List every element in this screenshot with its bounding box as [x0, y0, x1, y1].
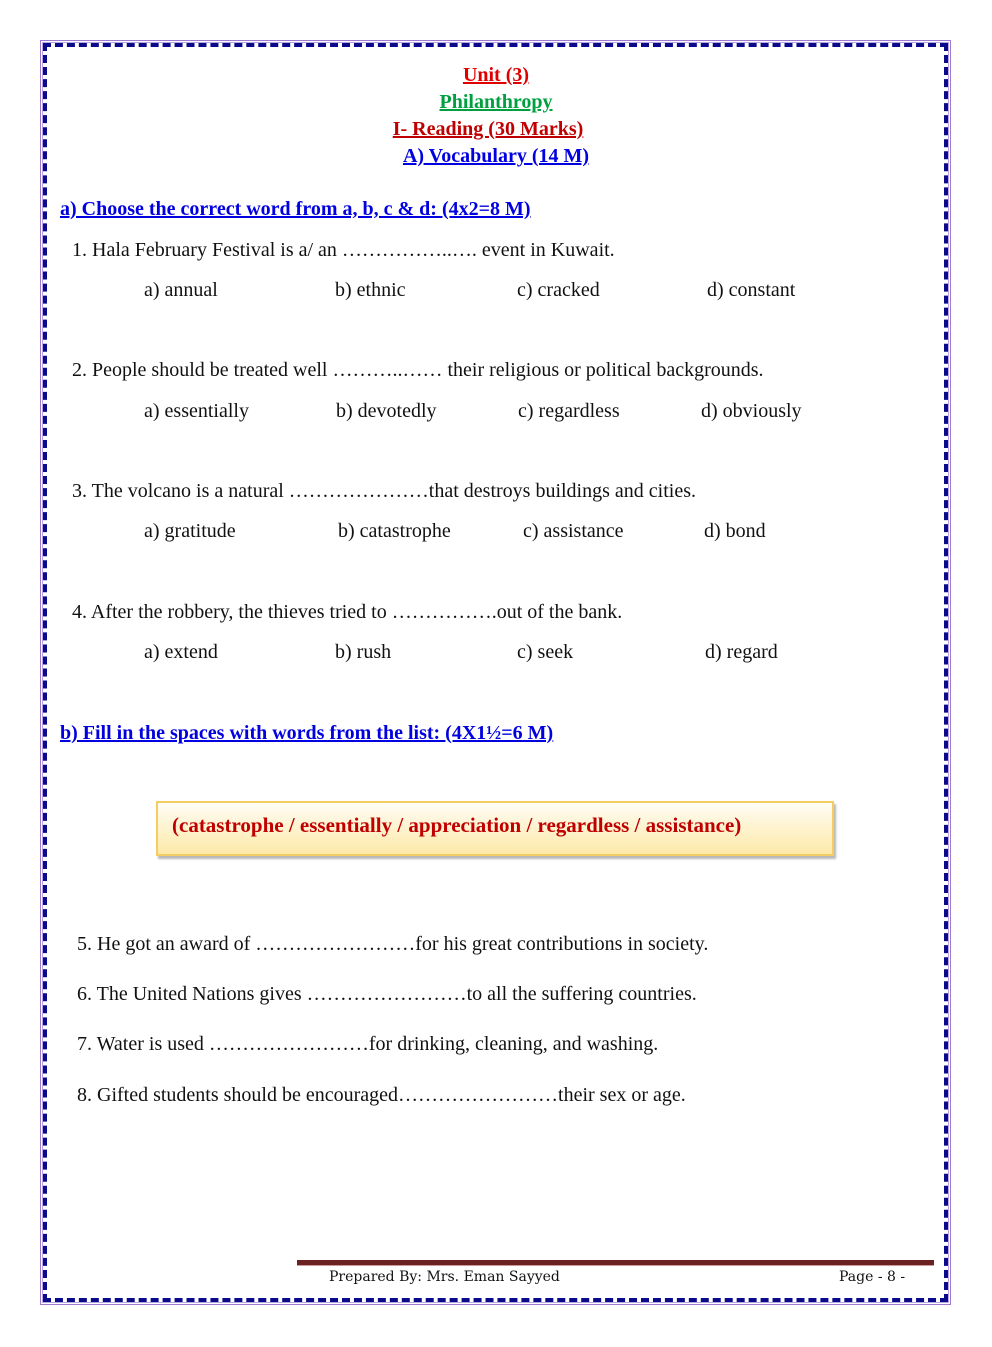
option: c) assistance	[523, 520, 624, 542]
question-1: 1. Hala February Festival is a/ an ……………..…. event in Kuwait.	[72, 239, 615, 261]
option: b) ethnic	[335, 279, 406, 301]
word-list: (catastrophe / essentially / appreciation / regardless / assistance)	[172, 813, 742, 837]
word-list-box	[156, 801, 834, 856]
page-border	[43, 43, 948, 1302]
footer-rule	[297, 1260, 934, 1266]
option: a) annual	[144, 279, 218, 301]
option: c) seek	[517, 641, 574, 663]
option: c) cracked	[517, 279, 600, 301]
question-5: 5. He got an award of ……………………for his great contributions in society.	[77, 933, 709, 955]
option: a) gratitude	[144, 520, 236, 542]
subsection-title: A) Vocabulary (14 M)	[402, 145, 590, 167]
unit-title: Unit (3)	[462, 64, 530, 86]
option: d) obviously	[701, 400, 802, 422]
question-4: 4. After the robbery, the thieves tried to …………….out of the bank.	[72, 601, 623, 623]
page-number: Page - 8 -	[839, 1269, 906, 1285]
option: d) bond	[704, 520, 766, 542]
question-3: 3. The volcano is a natural …………………that destroys buildings and cities.	[72, 480, 696, 502]
section-title: I- Reading (30 Marks)	[392, 118, 584, 140]
option: a) extend	[144, 641, 218, 663]
option: c) regardless	[518, 400, 620, 422]
question-7: 7. Water is used ……………………for drinking, cleaning, and washing.	[77, 1033, 659, 1055]
option: a) essentially	[144, 400, 249, 422]
option: b) devotedly	[336, 400, 437, 422]
option: d) constant	[707, 279, 796, 301]
question-2: 2. People should be treated well ………..…… their religious or political backgrounds.	[72, 359, 764, 381]
option: b) catastrophe	[338, 520, 451, 542]
question-8: 8. Gifted students should be encouraged……………………their sex or age.	[77, 1084, 686, 1106]
part-b-title: b) Fill in the spaces with words from the list: (4X1½=6 M)	[60, 722, 554, 744]
option: d) regard	[705, 641, 778, 663]
question-6: 6. The United Nations gives ……………………to all the suffering countries.	[77, 983, 697, 1005]
option: b) rush	[335, 641, 392, 663]
footer-author: Prepared By: Mrs. Eman Sayyed	[329, 1269, 560, 1285]
part-a-title: a) Choose the correct word from a, b, c & d: (4x2=8 M)	[60, 198, 531, 220]
topic-title: Philanthropy	[439, 91, 553, 113]
